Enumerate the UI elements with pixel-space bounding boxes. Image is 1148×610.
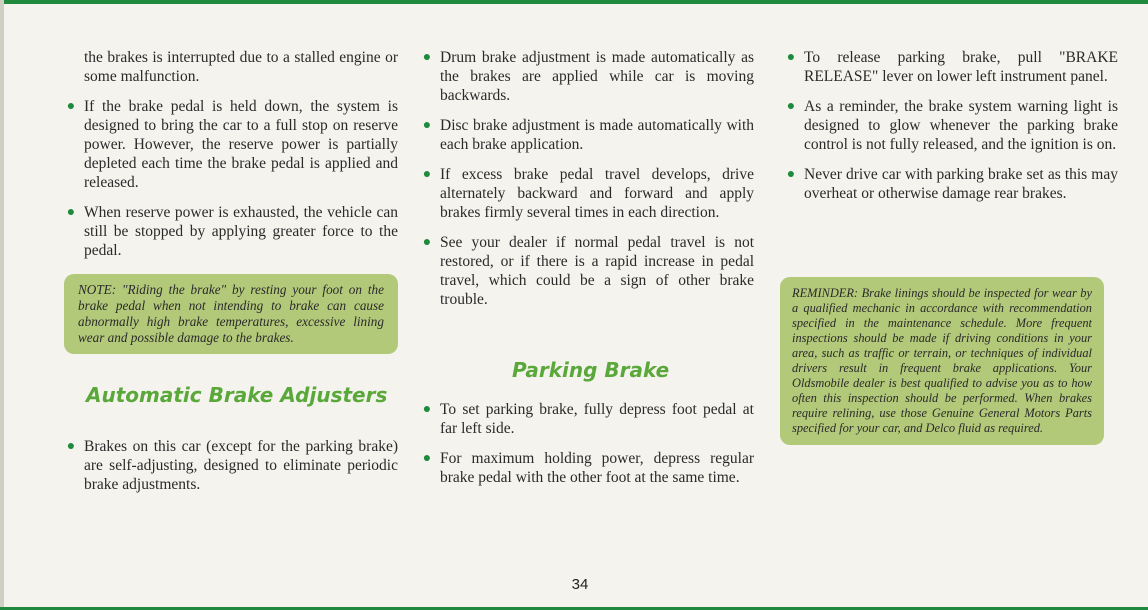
- bullet-icon: ●: [422, 118, 432, 133]
- section-heading-automatic-brake-adjusters: Automatic Brake Adjusters: [86, 383, 388, 407]
- bullet-icon: ●: [786, 167, 796, 182]
- bullet-text: Never drive car with parking brake set as this may overheat or otherwise damage rear brakes.: [804, 166, 1118, 202]
- bullet-icon: ●: [66, 205, 76, 220]
- page-binding-edge: [0, 0, 4, 610]
- bullet-item-excess-travel: [420, 165, 754, 222]
- section-heading-parking-brake: Parking Brake: [512, 358, 670, 382]
- reminder-box: REMINDER: Brake linings should be inspected for wear by a qualified mechanic in accordance with recommendation specified in the maintenance schedule. More frequent inspections should be made if driving conditions in your area, such as traffic or terrain, or techniques of individual drivers result in frequent brake applications. Your Oldsmobile dealer is best qualified to advise you as to how often this inspection should be performed. When brakes require relining, use those Genuine General Motors Parts specified for your car, and Delco fluid as required.: [780, 277, 1104, 445]
- bullet-item-set-parking-brake: [420, 400, 754, 438]
- bullet-icon: ●: [786, 99, 796, 114]
- bullet-icon: ●: [422, 402, 432, 417]
- bullet-item-maximum-holding: [420, 449, 754, 487]
- bullet-icon: ●: [422, 167, 432, 182]
- bullet-text: If the brake pedal is held down, the system is designed to bring the car to a full stop on reserve power. However, the reserve power is partially depleted each time the brake pedal is applied and released.: [84, 98, 398, 191]
- bullet-text: To release parking brake, pull "BRAKE RELEASE" lever on lower left instrument panel.: [804, 49, 1118, 85]
- bullet-item-see-dealer: [420, 233, 754, 309]
- column-middle: [420, 48, 754, 498]
- bullet-item-reserve-exhausted: [64, 203, 398, 260]
- top-border: [0, 0, 1148, 4]
- bullet-item-disc-brake: [420, 116, 754, 154]
- bullet-text: To set parking brake, fully depress foot pedal at far left side.: [440, 401, 754, 437]
- column-right: [784, 48, 1118, 445]
- bullet-item-release-parking-brake: [784, 48, 1118, 86]
- bullet-text: For maximum holding power, depress regular brake pedal with the other foot at the same time.: [440, 450, 754, 486]
- bullet-icon: ●: [422, 451, 432, 466]
- bullet-icon: ●: [422, 235, 432, 250]
- bullet-icon: ●: [66, 99, 76, 114]
- bullet-text: Drum brake adjustment is made automatically as the brakes are applied while car is moving backwards.: [440, 49, 754, 104]
- bullet-icon: ●: [422, 50, 432, 65]
- column-left: [64, 48, 398, 505]
- bullet-item-warning-light: [784, 97, 1118, 154]
- bullet-text: If excess brake pedal travel develops, drive alternately backward and forward and apply brakes firmly several times in each direction.: [440, 166, 754, 221]
- bullet-icon: ●: [786, 50, 796, 65]
- bullet-text: Brakes on this car (except for the parking brake) are self-adjusting, designed to eliminate periodic brake adjustments.: [84, 438, 398, 493]
- bullet-icon: ●: [66, 439, 76, 454]
- bullet-item-drum-brake: [420, 48, 754, 105]
- note-box: NOTE: "Riding the brake" by resting your foot on the brake pedal when not intending to brake can cause abnormally high brake temperatures, excessive lining wear and possible damage to the brakes.: [64, 274, 398, 354]
- intro-paragraph: the brakes is interrupted due to a stalled engine or some malfunction.: [84, 49, 398, 85]
- bullet-item-never-drive: [784, 165, 1118, 203]
- bullet-item-self-adjusting: [64, 437, 398, 494]
- bullet-item-hold-pedal: [64, 97, 398, 192]
- bullet-text: When reserve power is exhausted, the vehicle can still be stopped by applying greater force to the pedal.: [84, 204, 398, 259]
- bullet-text: As a reminder, the brake system warning light is designed to glow whenever the parking brake control is not fully released, and the ignition is on.: [804, 98, 1118, 153]
- bullet-text: Disc brake adjustment is made automatically with each brake application.: [440, 117, 754, 153]
- page-number: 34: [571, 576, 589, 593]
- bullet-text: See your dealer if normal pedal travel is not restored, or if there is a rapid increase in pedal travel, which could be a sign of other brake trouble.: [440, 234, 754, 308]
